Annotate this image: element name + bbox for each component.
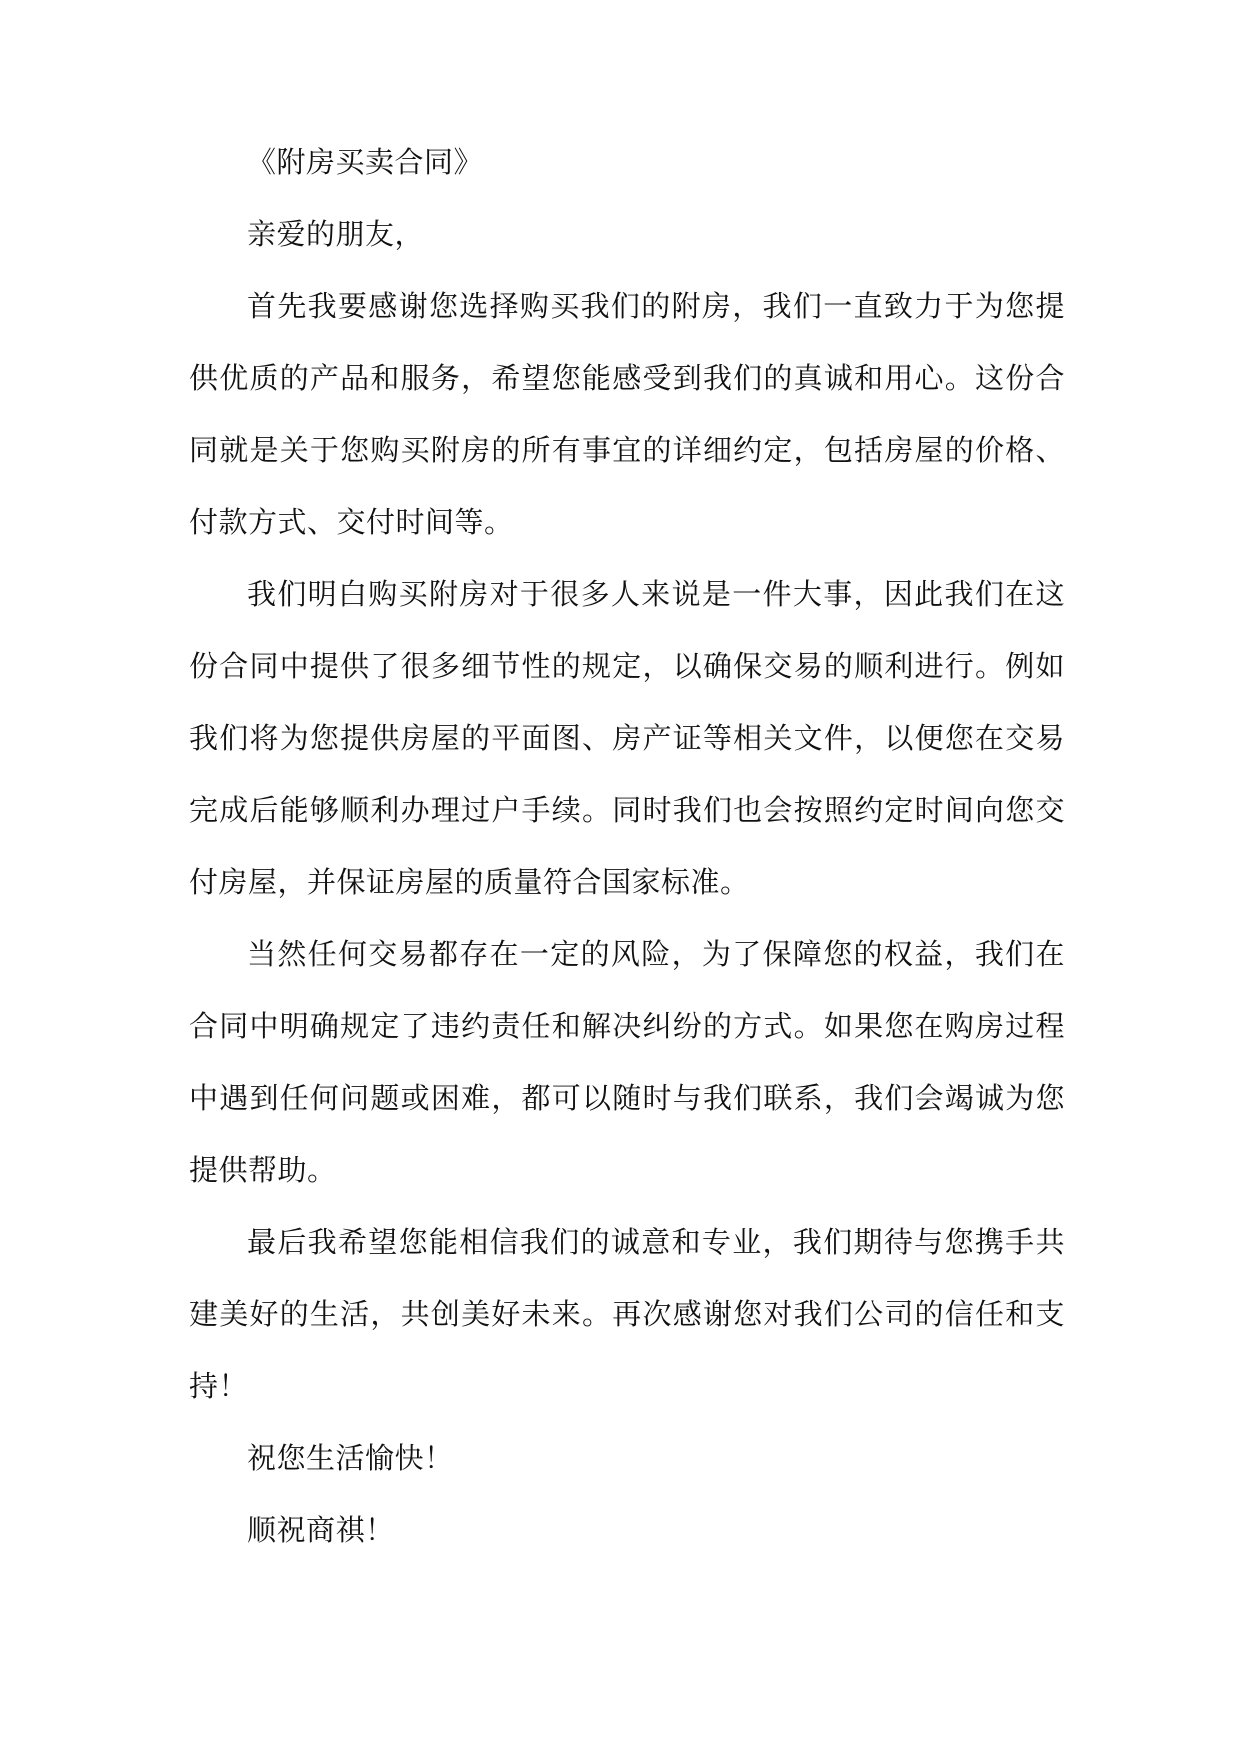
paragraph-1: 首先我要感谢您选择购买我们的附房，我们一直致力于为您提供优质的产品和服务，希望您能感受到我们的真诚和用心。这份合同就是关于您购买附房的所有事宜的详细约定，包括房屋的价格、付款方式、交付时间等。 <box>189 289 1065 539</box>
paragraph-4: 最后我希望您能相信我们的诚意和专业，我们期待与您携手共建美好的生活，共创美好未来。再次感谢您对我们公司的信任和支持！ <box>189 1225 1065 1403</box>
document-body <box>189 126 1065 1566</box>
closing-wish: 祝您生活愉快！ <box>247 1441 454 1475</box>
paragraph-3: 当然任何交易都存在一定的风险，为了保障您的权益，我们在合同中明确规定了违约责任和解决纠纷的方式。如果您在购房过程中遇到任何问题或困难，都可以随时与我们联系，我们会竭诚为您提供帮助。 <box>189 937 1065 1187</box>
salutation: 亲爱的朋友， <box>247 217 425 251</box>
document-title: 《附房买卖合同》 <box>247 145 484 179</box>
paragraph-2: 我们明白购买附房对于很多人来说是一件大事，因此我们在这份合同中提供了很多细节性的规定，以确保交易的顺利进行。例如我们将为您提供房屋的平面图、房产证等相关文件，以便您在交易完成后能够顺利办理过户手续。同时我们也会按照约定时间向您交付房屋，并保证房屋的质量符合国家标准。 <box>189 577 1065 899</box>
closing-regards: 顺祝商祺！ <box>247 1513 395 1547</box>
